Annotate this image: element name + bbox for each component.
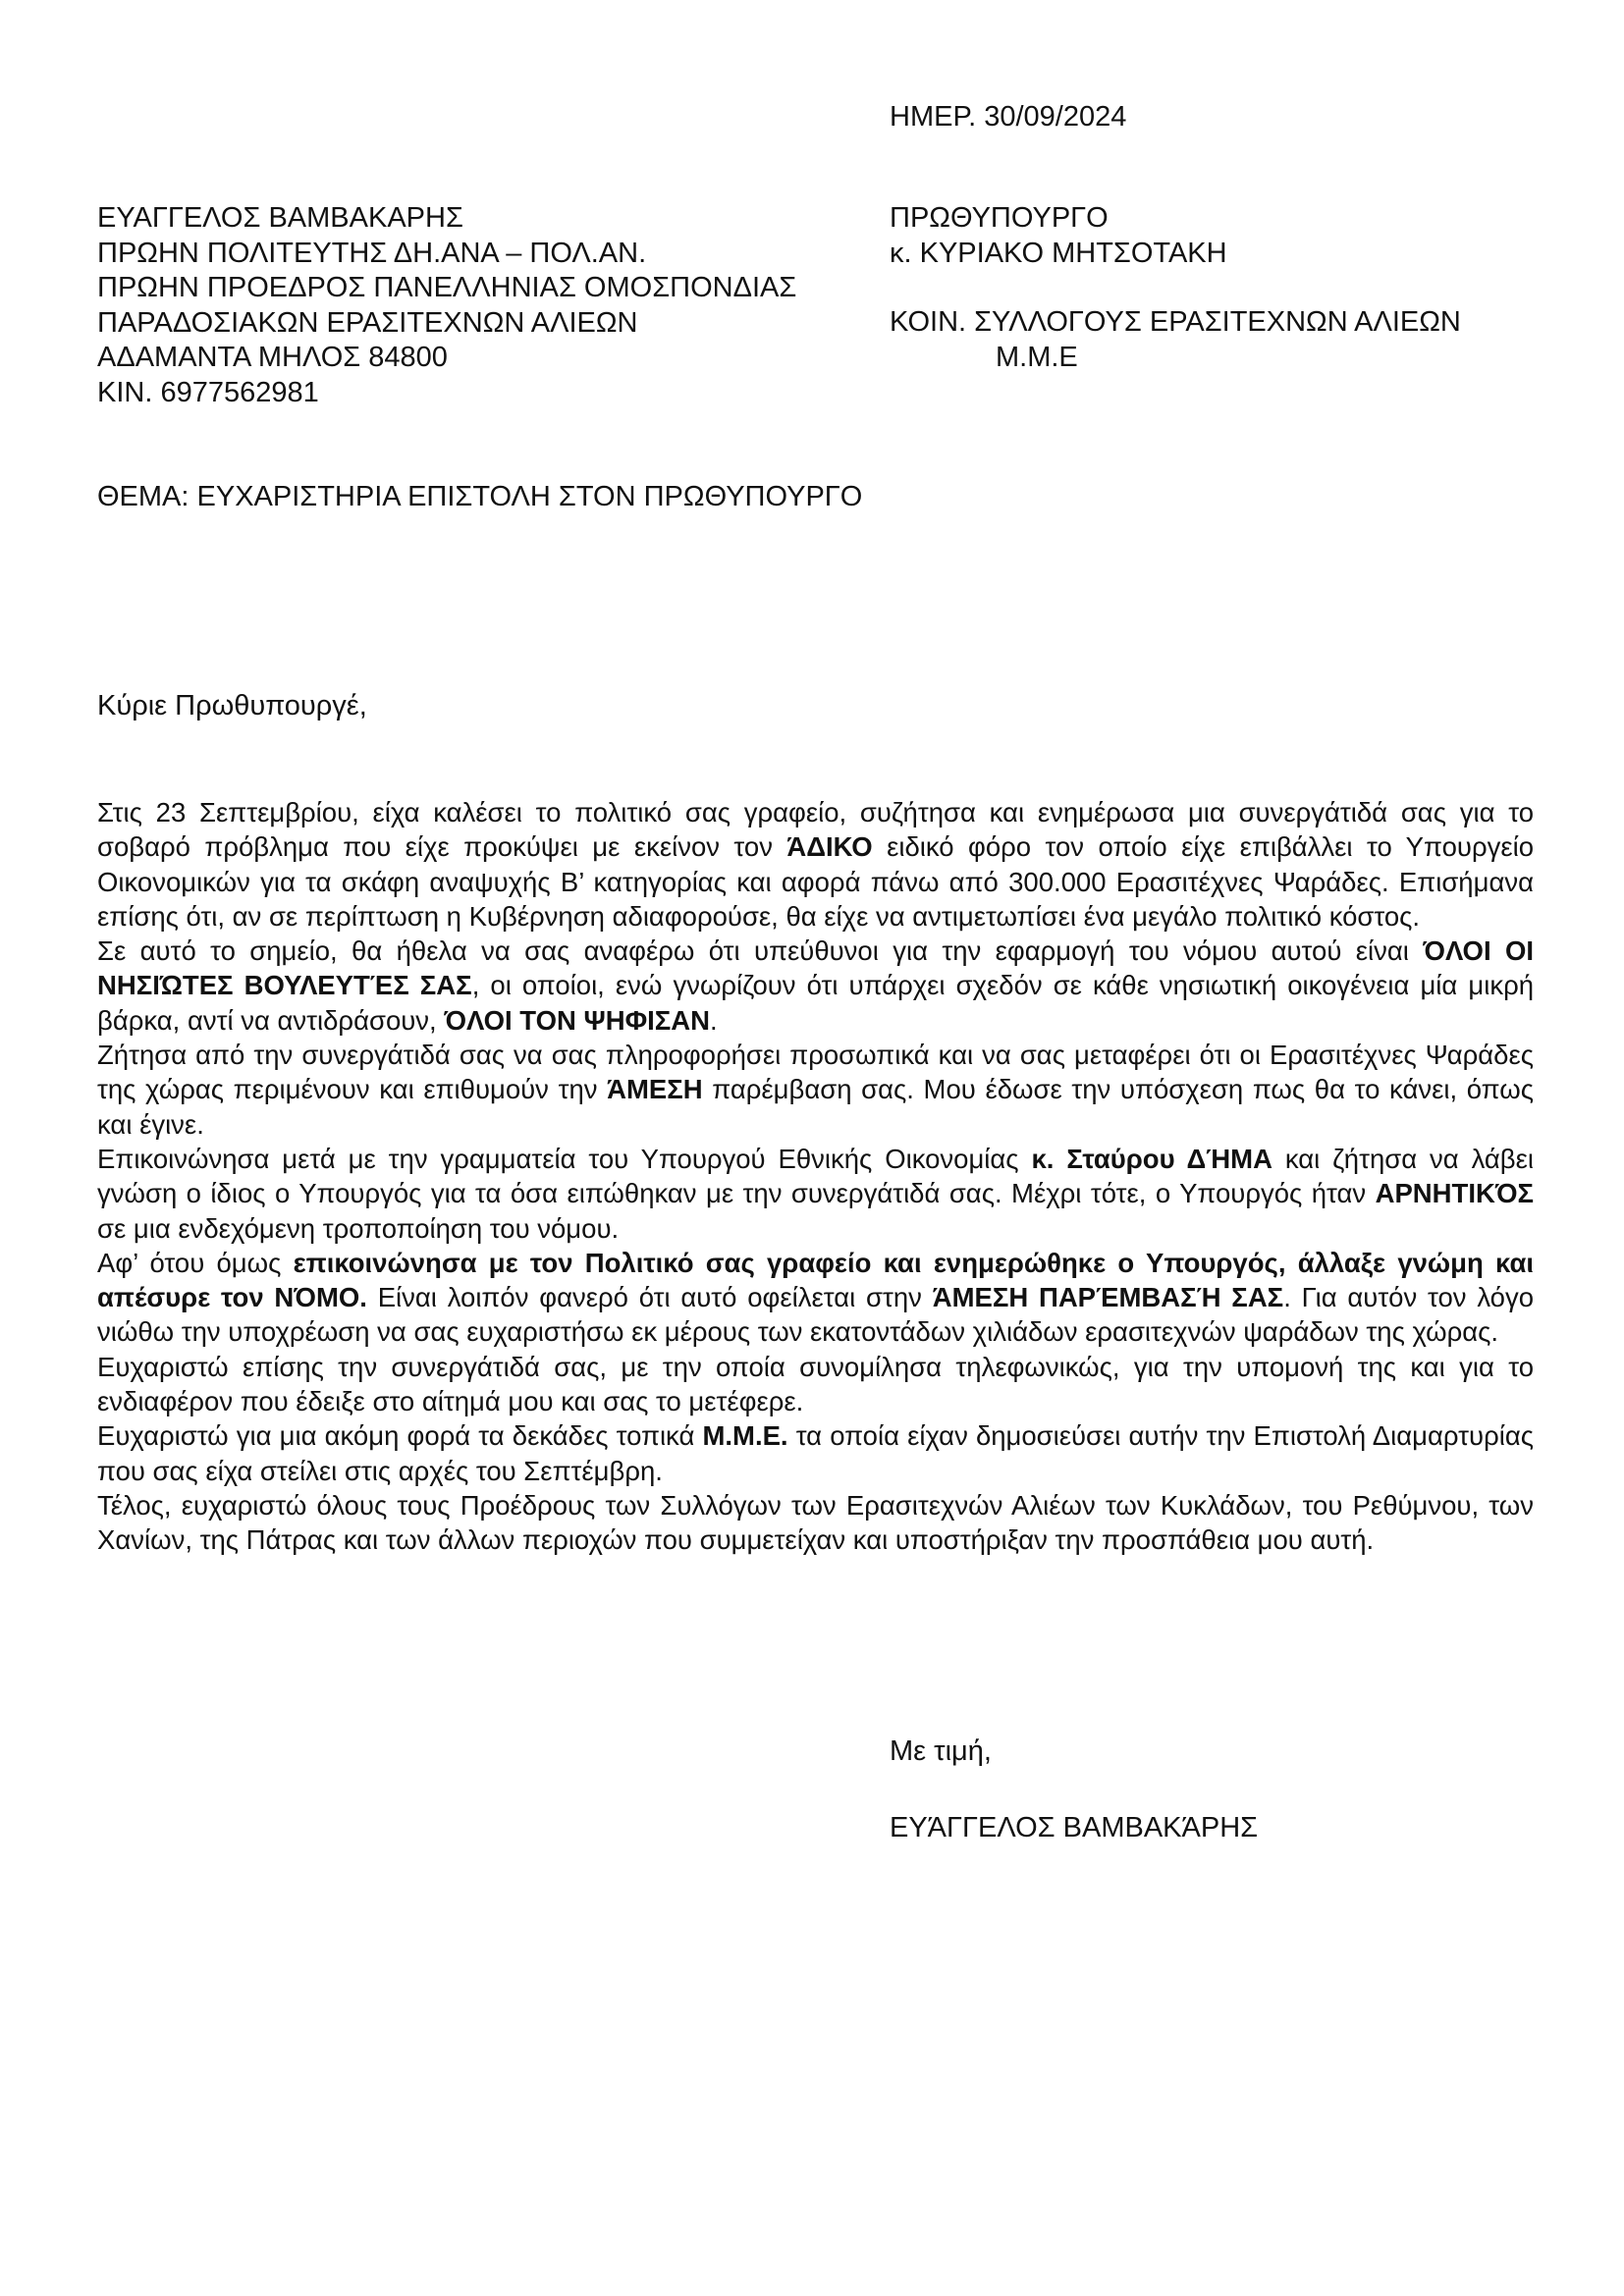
sender-title-2: ΠΡΩΗΝ ΠΡΟΕΔΡΟΣ ΠΑΝΕΛΛΗΝΙΑΣ ΟΜΟΣΠΟΝΔΙΑΣ — [97, 272, 797, 303]
sender-address: ΑΔΑΜΑΝΤΑ ΜΗΛΟΣ 84800 — [97, 342, 448, 373]
closing: Με τιμή, — [890, 1735, 992, 1767]
recipient-block — [890, 201, 1461, 375]
cc-line-media: Μ.Μ.Ε — [996, 341, 1078, 373]
sender-title-3: ΠΑΡΑΔΟΣΙΑΚΩΝ ΕΡΑΣΙΤΕΧΝΩΝ ΑΛΙΕΩΝ — [97, 306, 638, 339]
body-paragraph: Ευχαριστώ επίσης την συνεργάτιδά σας, με την οποία συνομίλησα τηλεφωνικώς, για την υπομονή της και για το ενδιαφέρον που έδειξε στο αίτημά μου και σας το μετέφερε. — [97, 1351, 1534, 1417]
sender-phone: ΚΙΝ. 6977562981 — [97, 376, 319, 408]
body-paragraph: Τέλος, ευχαριστώ όλους τους Προέδρους των Συλλόγων των Ερασιτεχνών Αλιέων των Κυκλάδων, του Ρεθύμνου, των Χανίων, της Πάτρας και των άλλων περιοχών που συμμετείχαν και υποστήριξαν την προσπάθεια μου αυτή. — [97, 1489, 1534, 1556]
salutation: Κύριε Πρωθυπουργέ, — [97, 690, 367, 721]
sender-title-1: ΠΡΩΗΝ ΠΟΛΙΤΕΥΤΗΣ ΔΗ.ΑΝΑ – ΠΟΛ.ΑΝ. — [97, 237, 647, 269]
body-paragraph: Στις 23 Σεπτεμβρίου, είχα καλέσει το πολιτικό σας γραφείο, συζήτησα και ενημέρωσα μια συνεργάτιδά σας για το σοβαρό πρόβλημα που είχε προκύψει με εκείνον τον ΆΔΙΚΟ ειδικό φόρο τον οποίο είχε επιβάλλει το Υπουργείο Οικονομικών για τα σκάφη αναψυχής Β’ κατηγορίας και αφορά πάνω από 300.000 Ερασιτέχνες Ψαράδες. Επισήμανα επίσης ότι, αν σε περίπτωση η Κυβέρνηση αδιαφορούσε, θα είχε να αντιμετωπίσει ένα μεγάλο πολιτικό κόστος. — [97, 797, 1534, 932]
body-paragraph: Ευχαριστώ για μια ακόμη φορά τα δεκάδες τοπικά Μ.Μ.Ε. τα οποία είχαν δημοσιεύσει αυτήν την Επιστολή Διαμαρτυρίας που σας είχα στείλει στις αρχές του Σεπτέμβρη. — [97, 1420, 1534, 1486]
signature-name: ΕΥΆΓΓΕΛΟΣ ΒΑΜΒΑΚΆΡΗΣ — [890, 1812, 1259, 1843]
cc-line: ΚΟΙΝ. ΣΥΛΛΟΓΟΥΣ ΕΡΑΣΙΤΕΧΝΩΝ ΑΛΙΕΩΝ — [890, 306, 1461, 338]
recipient-name: κ. ΚΥΡΙΑΚΟ ΜΗΤΣΟΤΑΚΗ — [890, 237, 1227, 269]
sender-name: ΕΥΑΓΓΕΛΟΣ ΒΑΜΒΑΚΑΡΗΣ — [97, 202, 463, 234]
letter-body — [97, 795, 1534, 1558]
sender-block — [97, 201, 796, 410]
letter-subject: ΘΕΜΑ: ΕΥΧΑΡΙΣΤΗΡΙΑ ΕΠΙΣΤΟΛΗ ΣΤΟΝ ΠΡΩΘΥΠΟΥΡΓΟ — [97, 481, 863, 512]
body-paragraph: Σε αυτό το σημείο, θα ήθελα να σας αναφέρω ότι υπεύθυνοι για την εφαρμογή του νόμου αυτού είναι ΌΛΟΙ ΟΙ ΝΗΣΙΏΤΕΣ ΒΟΥΛΕΥΤΈΣ ΣΑΣ, οι οποίοι, ενώ γνωρίζουν ότι υπάρχει σχεδόν σε κάθε νησιωτική οικογένεια μία μικρή βάρκα, αντί να αντιδράσουν, ΌΛΟΙ ΤΟΝ ΨΗΦΙΣΑΝ. — [97, 935, 1535, 1036]
body-paragraph: Επικοινώνησα μετά με την γραμματεία του Υπουργού Εθνικής Οικονομίας κ. Σταύρου ΔΉΜΑ και ζήτησα να λάβει γνώση ο ίδιος ο Υπουργός για τα όσα ειπώθηκαν με την συνεργάτιδά σας. Μέχρι τότε, ο Υπουργός ήταν ΑΡΝΗΤΙΚΌΣ σε μια ενδεχόμενη τροποποίηση του νόμου. — [97, 1143, 1534, 1244]
letter-date: ΗΜΕΡ. 30/09/2024 — [890, 101, 1127, 133]
body-paragraph: Ζήτησα από την συνεργάτιδά σας να σας πληροφορήσει προσωπικά και να σας μεταφέρει ότι οι Ερασιτέχνες Ψαράδες της χώρας περιμένουν και επιθυμούν την ΆΜΕΣΗ παρέμβαση σας. Μου έδωσε την υπόσχεση πως θα το κάνει, όπως και έγινε. — [97, 1040, 1534, 1140]
recipient-title: ΠΡΩΘΥΠΟΥΡΓΟ — [890, 202, 1109, 234]
body-paragraph: Αφ’ ότου όμως επικοινώνησα με τον Πολιτικό σας γραφείο και ενημερώθηκε ο Υπουργός, άλλαξε γνώμη και απέσυρε τον ΝΌΜΟ. Είναι λοιπόν φανερό ότι αυτό οφείλεται στην ΆΜΕΣΗ ΠΑΡΈΜΒΑΣΉ ΣΑΣ. Για αυτόν τον λόγο νιώθω την υποχρέωση να σας ευχαριστήσω εκ μέρους των εκατοντάδων χιλιάδων ερασιτεχνών ψαράδων της χώρας. — [97, 1247, 1534, 1348]
